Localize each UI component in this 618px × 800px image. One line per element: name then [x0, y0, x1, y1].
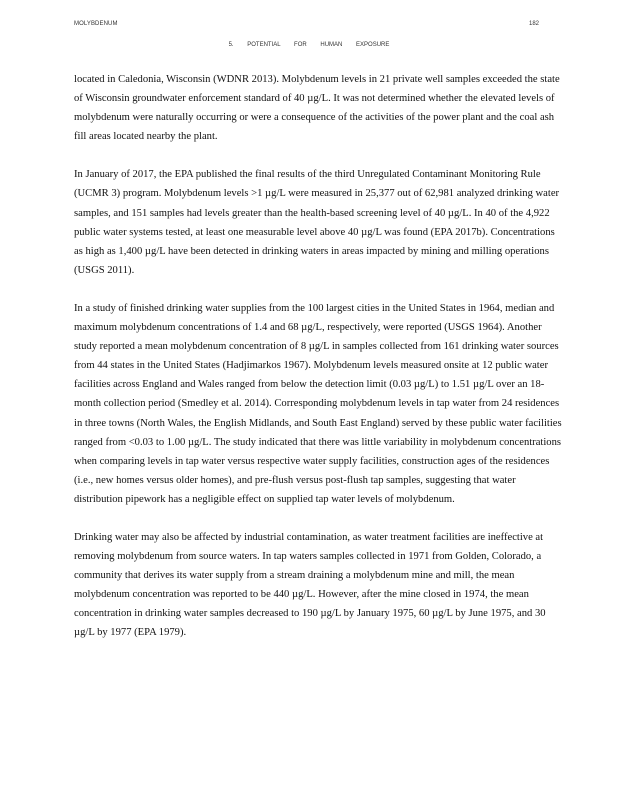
page-number: 182	[529, 21, 540, 27]
paragraph-3: In a study of finished drinking water supplies from the 100 largest cities in the United States in 1964, median and maximum molybdenum concentrations of 1.4 and 68 µg/L, respectively, were reported (USGS 1964). Another study reported a mean molybdenum concentration of 8 µg/L in samples collected from 161 drinking water sources from 44 states in the United States (Hadjimarkos 1967). Molybdenum levels measured onsite at 12 public water facilities across England and Wales ranged from below the detection limit (0.03 µg/L) to 1.51 µg/L over an 18-month collection period (Smedley et al. 2014). Corresponding molybdenum levels in tap water from 24 residences in three towns (North Wales, the English Midlands, and South East England) served by these public water facilities ranged from <0.03 to 1.00 µg/L. The study indicated that there was little variability in molybdenum concentrations when comparing levels in tap water versus respective water supply facilities, construction ages of the residences (i.e., new homes versus older homes), and pre-flush versus post-flush tap samples, suggesting that water distribution pipework has a negligible effect on supplied tap water levels of molybdenum.	[74, 302, 562, 505]
paragraph-1: located in Caledonia, Wisconsin (WDNR 2013). Molybdenum levels in 21 private well samples exceeded the state of Wisconsin groundwater enforcement standard of 40 µg/L. It was not determined whether the elevated levels of molybdenum were naturally occurring or were a consequence of the activities of the power plant and the coal ash fill areas located nearby the plant.	[74, 74, 560, 143]
running-header-title: MOLYBDENUM	[74, 21, 118, 27]
paragraph-2: In January of 2017, the EPA published the final results of the third Unregulated Contaminant Monitoring Rule (UCMR 3) program. Molybdenum levels >1 µg/L were measured in 25,377 out of 62,981 analyzed drinking water samples, and 151 samples had levels greater than the health-based screening level of 40 µg/L. In 40 of the 4,922 public water systems tested, at least one measurable level above 40 µg/L was found (EPA 2017b). Concentrations as high as 1,400 µg/L have been detected in drinking waters in areas impacted by mining and milling operations (USGS 2011).	[74, 169, 560, 276]
paragraph-4: Drinking water may also be affected by industrial contamination, as water treatment facilities are ineffective at removing molybdenum from source waters. In tap waters samples collected in 1971 from Golden, Colorado, a community that derives its water supply from a stream draining a molybdenum mine and mill, the mean molybdenum concentration was reported to be 440 µg/L. However, after the mine closed in 1974, the mean concentration in drinking water samples decreased to 190 µg/L by January 1975, 60 µg/L by June 1975, and 30 µg/L by 1977 (EPA 1979).	[74, 531, 546, 639]
document-body	[74, 70, 564, 643]
chapter-heading: 5. POTENTIAL FOR HUMAN EXPOSURE	[228, 42, 390, 48]
